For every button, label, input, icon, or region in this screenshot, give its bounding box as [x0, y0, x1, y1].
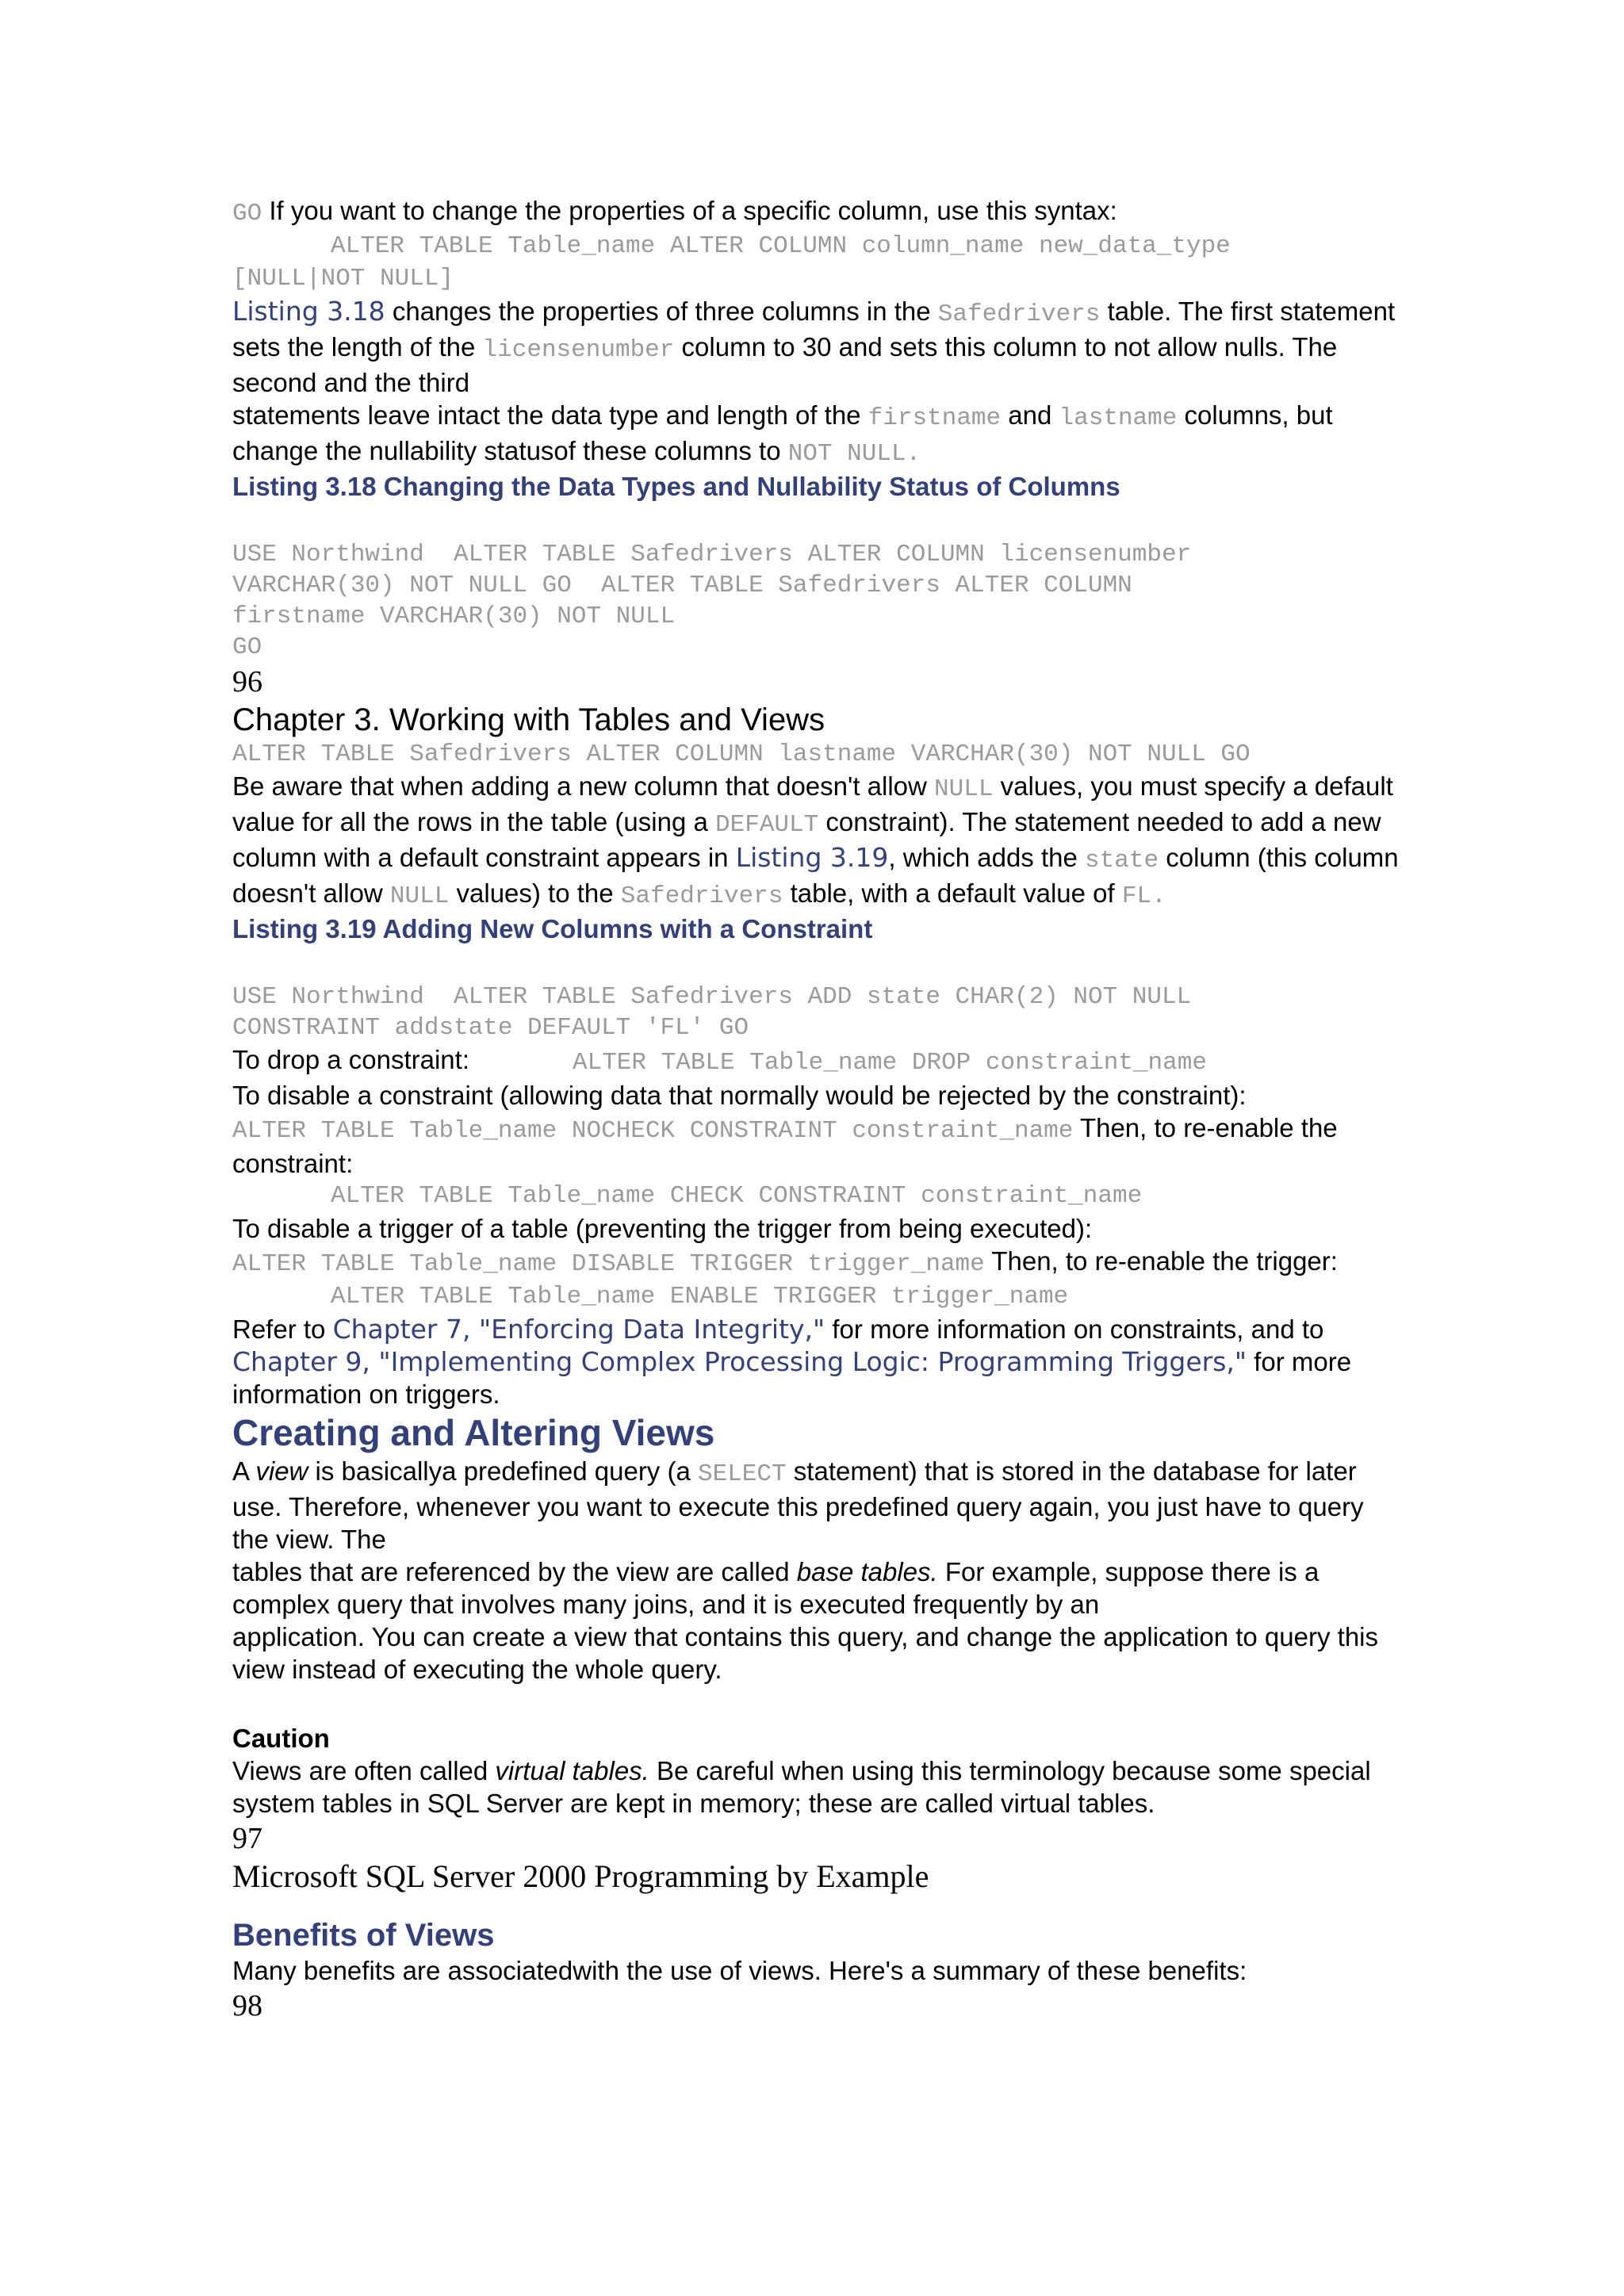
- text: for more information on constraints, and to: [825, 1314, 1324, 1344]
- page-number-96: 96: [232, 665, 262, 698]
- text: constraint). The statement needed to add a new column with a default constraint appears in: [232, 807, 1381, 872]
- emphasis: base tables.: [796, 1557, 938, 1586]
- inline-code: state: [1085, 847, 1159, 874]
- enable-trigger-code: ALTER TABLE Table_name ENABLE TRIGGER trigger_name: [331, 1283, 1069, 1311]
- inline-code: NOT NULL.: [787, 440, 921, 468]
- text: values) to the: [449, 878, 621, 908]
- text: , which adds the: [888, 843, 1086, 872]
- inline-code: SELECT: [698, 1460, 787, 1488]
- listing-318-line-4: GO: [232, 633, 262, 661]
- listing-318-continued: ALTER TABLE Safedrivers ALTER COLUMN lastname VARCHAR(30) NOT NULL GO: [232, 740, 1251, 768]
- syntax-intro: [232, 194, 1406, 230]
- spacer: [232, 945, 1406, 982]
- listing-318-title: Listing 3.18 Changing the Data Types and Nullability Status of Columns: [232, 472, 1120, 501]
- inline-code: Safedrivers: [620, 882, 783, 910]
- text: A: [232, 1456, 256, 1486]
- text: column to 30 and sets this column to not allow nulls. The second and the third: [232, 332, 1338, 397]
- inline-code: lastname: [1059, 404, 1178, 432]
- spacer: [232, 1896, 1406, 1916]
- text: table. The first statement sets the length of the: [232, 297, 1396, 362]
- text: column (this column doesn't allow: [232, 843, 1399, 908]
- text: Then, to re-enable the constraint:: [232, 1113, 1338, 1178]
- spacer: [232, 503, 1406, 539]
- enable-constraint-code: ALTER TABLE Table_name CHECK CONSTRAINT constraint_name: [331, 1182, 1143, 1210]
- text: Refer to: [232, 1314, 333, 1344]
- refer-paragraph: [232, 1313, 1406, 1410]
- listing-318-line-1: USE Northwind ALTER TABLE Safedrivers ALTER COLUMN licensenumber: [232, 541, 1192, 568]
- inline-code: DEFAULT: [715, 811, 819, 839]
- inline-code: NULL: [934, 775, 994, 803]
- text: values, you must specify a default value for all the rows in the table (using a: [232, 771, 1393, 836]
- text: and: [1001, 400, 1059, 430]
- syntax-intro-text: If you want to change the properties of a specific column, use this syntax:: [269, 196, 1117, 225]
- listing-319-title: Listing 3.19 Adding New Columns with a Constraint: [232, 914, 873, 943]
- caution-title: Caution: [232, 1724, 330, 1753]
- inline-code: Safedrivers: [937, 300, 1101, 328]
- text: To drop a constraint:: [232, 1045, 469, 1074]
- text: table, with a default value of: [783, 878, 1122, 908]
- text: for more information on triggers.: [232, 1347, 1352, 1409]
- text: statement) that is stored in the database for later use. Therefore, whenever you want to execute this predefined query again, you just have to query the view. The: [232, 1456, 1364, 1554]
- inline-code: firstname: [868, 404, 1002, 432]
- listing-319-line-2: CONSTRAINT addstate DEFAULT 'FL' GO: [232, 1014, 749, 1042]
- disable-trigger-text: To disable a trigger of a table (preventing the trigger from being executed):: [232, 1214, 1093, 1243]
- spacer: [232, 1686, 1406, 1722]
- book-title: Microsoft SQL Server 2000 Programming by Example: [232, 1858, 929, 1894]
- drop-constraint: [232, 1043, 1406, 1079]
- chapter-header: Chapter 3. Working with Tables and Views: [232, 702, 825, 737]
- document-page: [232, 194, 1406, 2025]
- emphasis: view: [255, 1456, 308, 1486]
- text: columns, but change the nullability statusof these columns to: [232, 400, 1333, 465]
- page-number-98: 98: [232, 1989, 262, 2022]
- listing-318-line-3: firstname VARCHAR(30) NOT NULL: [232, 603, 676, 630]
- caution-text: [232, 1755, 1406, 1820]
- page-number-97: 97: [232, 1822, 262, 1855]
- inline-code: ALTER TABLE Table_name DROP constraint_name: [573, 1049, 1207, 1077]
- paragraph-null-default: [232, 770, 1406, 913]
- code-go: GO: [232, 200, 262, 228]
- inline-code: NULL: [389, 882, 450, 910]
- inline-code: ALTER TABLE Table_name NOCHECK CONSTRAINT constraint_name: [232, 1117, 1074, 1145]
- listing-319-link[interactable]: Listing 3.19: [735, 842, 889, 873]
- text: Be careful when using this terminology because some special system tables in SQL Server are kept in memory; these are called virtual tables.: [232, 1756, 1371, 1818]
- disable-constraint-text: To disable a constraint (allowing data that normally would be rejected by the constraint):: [232, 1081, 1247, 1110]
- text: Be aware that when adding a new column that doesn't allow: [232, 771, 935, 801]
- inline-code: licensenumber: [482, 336, 675, 364]
- alter-column-syntax-cont: [NULL|NOT NULL]: [232, 265, 454, 293]
- text: Views are often called: [232, 1756, 496, 1785]
- text: changes the properties of three columns in the: [385, 297, 938, 326]
- section-heading-views: Creating and Altering Views: [232, 1412, 715, 1453]
- disable-constraint-code: [232, 1112, 1406, 1180]
- listing-318-line-2: VARCHAR(30) NOT NULL GO ALTER TABLE Safedrivers ALTER COLUMN: [232, 572, 1132, 599]
- alter-column-syntax: ALTER TABLE Table_name ALTER COLUMN column_name new_data_type: [331, 232, 1231, 260]
- text: statements leave intact the data type and length of the: [232, 400, 868, 430]
- paragraph-listing-318: [232, 295, 1406, 470]
- section-heading-benefits: Benefits of Views: [232, 1918, 495, 1953]
- text: application. You can create a view that contains this query, and change the application to query this view instead of executing the whole query.: [232, 1622, 1379, 1684]
- listing-318-link[interactable]: Listing 3.18: [232, 296, 385, 327]
- chapter-7-link[interactable]: Chapter 7, "Enforcing Data Integrity,": [332, 1314, 825, 1345]
- inline-code: ALTER TABLE Table_name DISABLE TRIGGER trigger_name: [232, 1250, 985, 1278]
- text: tables that are referenced by the view are called: [232, 1557, 797, 1586]
- text: Then, to re-enable the trigger:: [984, 1246, 1338, 1276]
- text: is basicallya predefined query (a: [308, 1456, 698, 1486]
- text: For example, suppose there is a complex query that involves many joins, and it is executed frequently by an: [232, 1557, 1320, 1619]
- views-paragraph: [232, 1455, 1406, 1686]
- benefits-paragraph: Many benefits are associatedwith the use of views. Here's a summary of these benefits:: [232, 1956, 1247, 1985]
- disable-trigger-code: [232, 1245, 1406, 1280]
- listing-319-line-1: USE Northwind ALTER TABLE Safedrivers ADD state CHAR(2) NOT NULL: [232, 983, 1192, 1011]
- inline-code: FL.: [1121, 882, 1166, 910]
- emphasis: virtual tables.: [495, 1756, 649, 1785]
- chapter-9-link[interactable]: Chapter 9, "Implementing Complex Processing Logic: Programming Triggers,": [232, 1346, 1247, 1377]
